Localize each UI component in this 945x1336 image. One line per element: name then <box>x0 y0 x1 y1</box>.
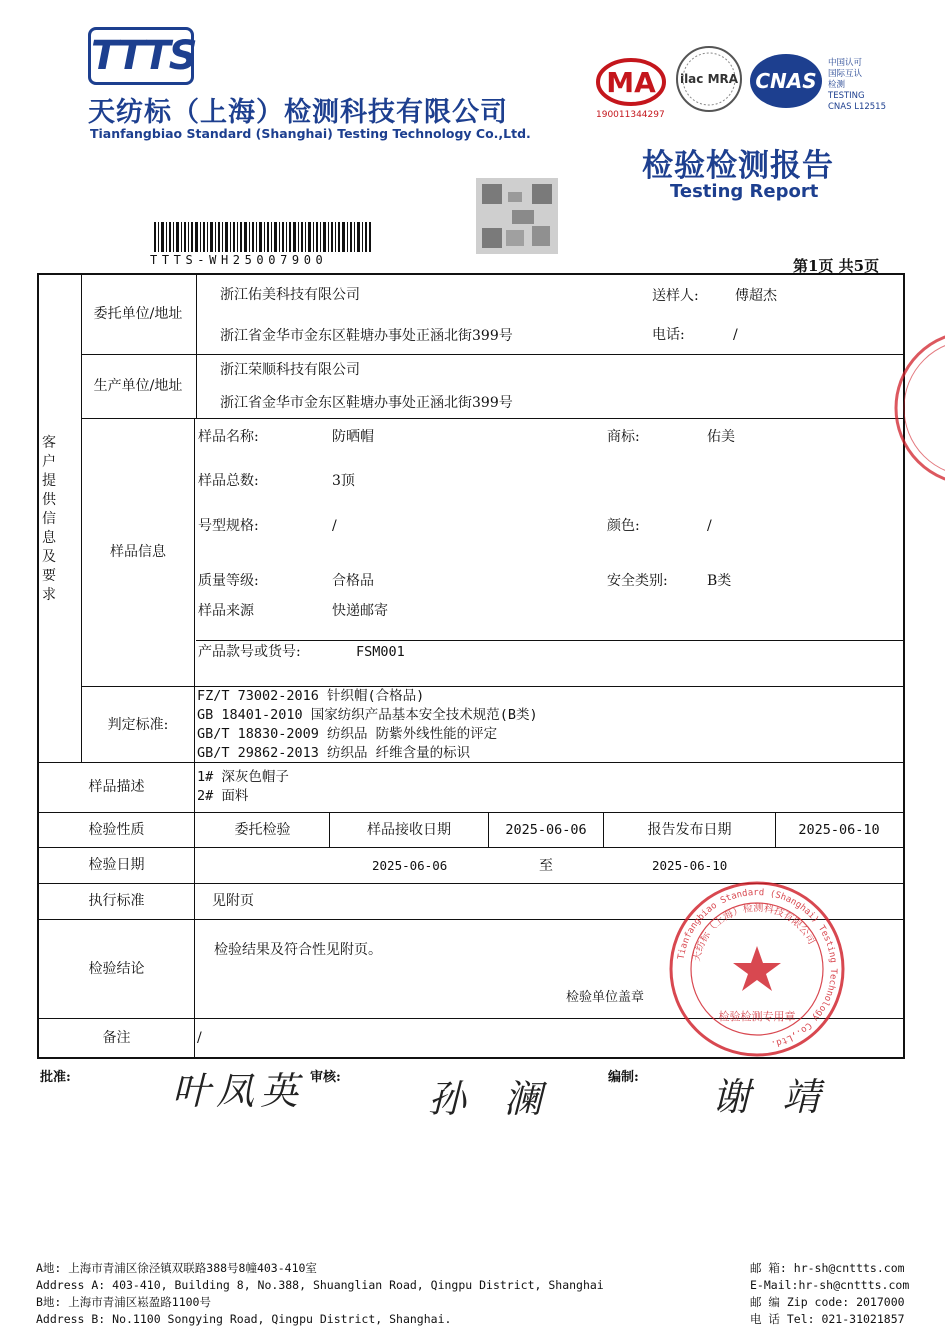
compile-signature: 谢靖 <box>712 1075 853 1119</box>
nature-label: 检验性质 <box>88 822 145 838</box>
review-signature: 孙澜 <box>428 1077 581 1121</box>
cnas-line: 国际互认 <box>828 69 863 79</box>
receive-date-label: 样品接收日期 <box>367 822 451 838</box>
report-title-cn: 检验检测报告 <box>642 148 834 184</box>
inspection-date-label: 检验日期 <box>88 857 145 873</box>
cnas-line: TESTING <box>828 91 865 101</box>
phone-label: 电话: <box>652 327 685 343</box>
partial-seal-stamp <box>888 328 945 488</box>
style-number-label: 产品款号或货号: <box>198 644 301 660</box>
source-value: 快递邮寄 <box>332 603 388 619</box>
exec-standard-label: 执行标准 <box>88 893 145 909</box>
ilac-mra-logo <box>674 44 744 114</box>
review-label: 审核: <box>310 1070 341 1085</box>
standard-line: FZ/T 73002-2016 针织帽(合格品) <box>197 688 425 704</box>
nature-value: 委托检验 <box>234 822 291 838</box>
company-name-en: Tianfangbiao Standard (Shanghai) Testing Technology Co.,Ltd. <box>90 126 531 141</box>
phone-value: / <box>733 327 738 343</box>
ma-logo-text: MA <box>606 66 656 99</box>
description-label: 样品描述 <box>88 779 145 795</box>
producer-name: 浙江荣顺科技有限公司 <box>220 362 360 378</box>
color-value: / <box>707 518 712 534</box>
sender-label: 送样人: <box>652 288 699 304</box>
row-divider <box>81 418 903 419</box>
seal-bottom-text: 检验检测专用章 <box>718 1010 796 1023</box>
sample-info-label: 样品信息 <box>110 544 166 560</box>
conclusion-label: 检验结论 <box>88 961 145 977</box>
footer-address-a-cn: A地: 上海市青浦区徐泾镇双联路388号8幢403-410室 <box>36 1261 317 1275</box>
ma-number: 190011344297 <box>596 110 665 120</box>
ma-certification-logo <box>596 58 666 106</box>
description-line: 1# 深灰色帽子 <box>197 769 289 785</box>
col-divider <box>196 275 197 418</box>
row-divider <box>38 812 903 813</box>
approve-label: 批准: <box>40 1070 71 1085</box>
brand-value: 佑美 <box>707 429 735 445</box>
safety-label: 安全类别: <box>607 573 668 589</box>
cnas-line: CNAS L12515 <box>828 102 886 112</box>
entrust-label: 委托单位/地址 <box>93 306 183 322</box>
seal-inner-text: 天纺标（上海）检测科技有限公司 <box>691 902 818 963</box>
col-divider <box>81 275 82 762</box>
col-divider <box>194 418 195 686</box>
entrust-address: 浙江省金华市金东区鞋塘办事处正涵北街399号 <box>220 328 513 344</box>
standard-line: GB/T 18830-2009 纺织品 防紫外线性能的评定 <box>197 726 498 742</box>
safety-value: B类 <box>707 573 732 589</box>
footer-address-b-en: Address B: No.1100 Songying Road, Qingpu District, Shanghai. <box>36 1312 452 1326</box>
qr-code <box>476 178 558 254</box>
cnas-logo <box>748 52 824 110</box>
row-divider <box>196 640 903 641</box>
sender-value: 傅超杰 <box>735 288 777 304</box>
receive-date-value: 2025-06-06 <box>505 822 587 838</box>
row-divider <box>38 847 903 848</box>
company-name-cn: 天纺标（上海）检测科技有限公司 <box>88 97 508 128</box>
approve-signature: 叶凤英 <box>172 1069 305 1113</box>
footer-address-b-cn: B地: 上海市青浦区崧盈路1100号 <box>36 1295 211 1309</box>
description-line: 2# 面料 <box>197 788 249 804</box>
grade-value: 合格品 <box>332 573 374 589</box>
official-seal-stamp <box>668 880 846 1058</box>
entrust-name: 浙江佑美科技有限公司 <box>220 287 360 303</box>
footer-zip: 邮 编 Zip code: 2017000 <box>750 1295 905 1309</box>
grade-label: 质量等级: <box>198 573 259 589</box>
color-label: 颜色: <box>607 518 640 534</box>
row-divider <box>38 762 903 763</box>
producer-label: 生产单位/地址 <box>93 378 183 394</box>
col-divider <box>194 686 195 1057</box>
issue-date-label: 报告发布日期 <box>647 822 732 838</box>
source-label: 样品来源 <box>198 603 254 619</box>
model-value: / <box>332 518 337 534</box>
inspection-date-to: 2025-06-10 <box>652 858 728 873</box>
report-title-en: Testing Report <box>670 181 819 202</box>
footer-email-en: E-Mail:hr-sh@cnttts.com <box>750 1278 910 1292</box>
barcode <box>154 222 372 252</box>
remark-value: / <box>197 1030 202 1046</box>
row-divider <box>81 354 903 355</box>
issue-date-value: 2025-06-10 <box>798 822 880 838</box>
cnas-line: 检测 <box>828 80 846 90</box>
company-logo: TTTS <box>88 27 194 85</box>
sample-count-value: 3顶 <box>332 473 355 489</box>
standard-line: GB 18401-2010 国家纺织产品基本安全技术规范(B类) <box>197 707 538 723</box>
sample-count-label: 样品总数: <box>198 473 259 489</box>
inspection-date-to-label: 至 <box>539 858 553 874</box>
client-info-side-label: 客户提供信息及要求 <box>42 435 56 603</box>
footer-address-a-en: Address A: 403-410, Building 8, No.388, Shuanglian Road, Qingpu District, Shanghai <box>36 1278 604 1292</box>
cnas-line: 中国认可 <box>828 58 863 68</box>
remark-label: 备注 <box>102 1030 131 1046</box>
style-number-value: FSM001 <box>356 644 405 660</box>
cnas-logo-text: CNAS <box>755 69 817 93</box>
brand-label: 商标: <box>607 429 640 445</box>
barcode-number: TTTS-WH25007900 <box>150 253 328 267</box>
sample-name-value: 防晒帽 <box>332 429 374 445</box>
page-number: 第1页 共5页 <box>793 257 880 275</box>
seal-ring-text: Tianfangbiao Standard (Shanghai) Testing Technology Co.,Ltd. <box>676 887 839 1049</box>
ilac-logo-text: ilac MRA <box>679 72 739 86</box>
compile-label: 编制: <box>608 1070 639 1085</box>
stamp-note: 检验单位盖章 <box>566 990 645 1005</box>
conclusion-value: 检验结果及符合性见附页。 <box>214 942 382 958</box>
cnas-info <box>828 58 886 113</box>
producer-address: 浙江省金华市金东区鞋塘办事处正涵北街399号 <box>220 395 513 411</box>
inspection-date-from: 2025-06-06 <box>372 858 448 873</box>
footer-email-cn: 邮 箱: hr-sh@cnttts.com <box>750 1261 905 1275</box>
sample-name-label: 样品名称: <box>198 429 259 445</box>
standards-label: 判定标准: <box>107 717 169 733</box>
model-label: 号型规格: <box>198 518 259 534</box>
exec-standard-value: 见附页 <box>212 893 254 909</box>
footer-tel: 电 话 Tel: 021-31021857 <box>750 1312 905 1326</box>
standard-line: GB/T 29862-2013 纺织品 纤维含量的标识 <box>197 745 471 761</box>
